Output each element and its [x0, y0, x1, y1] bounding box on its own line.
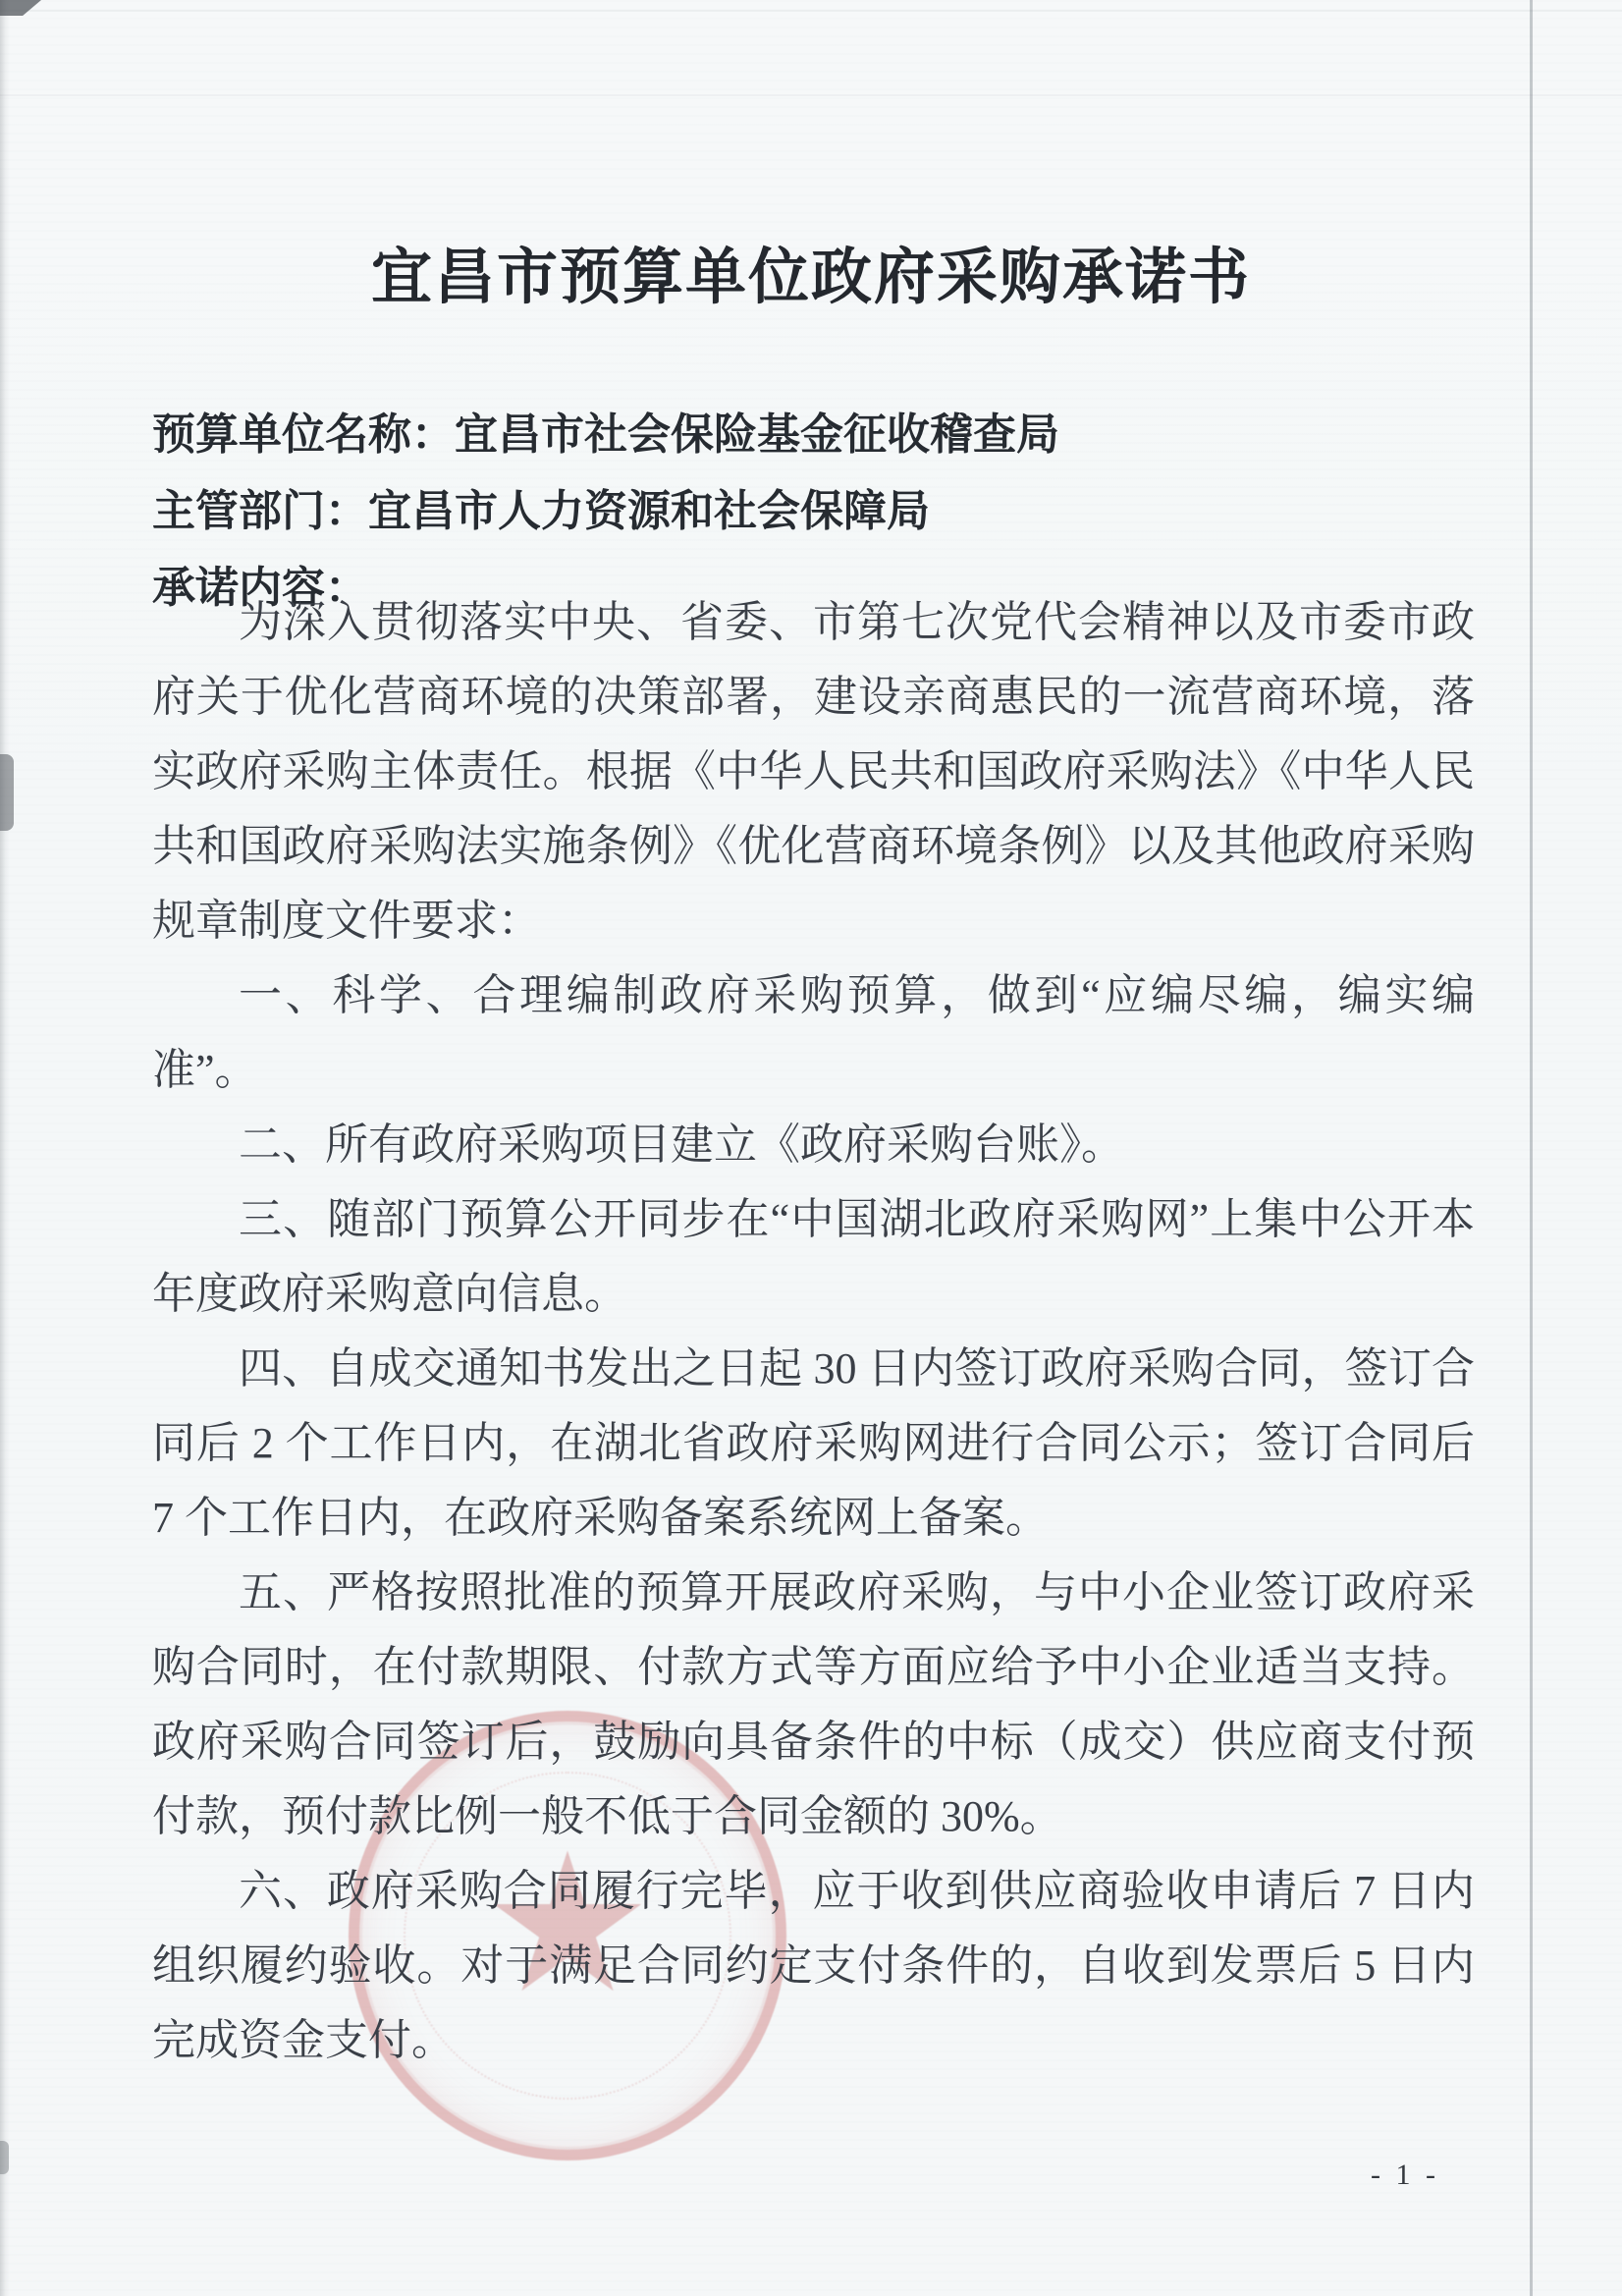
supervising-department-line: 主管部门：宜昌市人力资源和社会保障局 [152, 487, 930, 535]
scan-blotch [0, 754, 14, 831]
commitment-content-label: 承诺内容： [152, 564, 368, 612]
document-title: 宜昌市预算单位政府采购承诺书 [370, 245, 1251, 311]
star-icon: ★ [481, 1812, 654, 2037]
scan-edge-left [0, 0, 10, 2296]
page-number: - 1 - [1371, 2159, 1439, 2191]
paragraph-item-5: 五、严格按照批准的预算开展政府采购，与中小企业签订政府采购合同时，在付款期限、付款方式等方面应给予中小企业适当支持。政府采购合同签订后，鼓励向具备条件的中标（成交）供应商支付预付款，预付款比例一般不低于合同金额的 30%。 [152, 1568, 1475, 1840]
paragraph-item-2: 二、所有政府采购项目建立《政府采购台账》。 [239, 1121, 1124, 1169]
scan-line [0, 10, 1622, 12]
paragraph-item-6: 六、政府采购合同履行完毕，应于收到供应商验收申请后 7 日内组织履约验收。对于满足合同约定支付条件的，自收到发票后 5 日内完成资金支付。 [152, 1867, 1475, 2064]
paragraph-item-3: 三、随部门预算公开同步在“中国湖北政府采购网”上集中公开本年度政府采购意向信息。 [152, 1195, 1475, 1318]
scan-corner-mark [0, 0, 41, 16]
document-body [152, 585, 1475, 2078]
scan-blotch-small [0, 2141, 9, 2174]
paragraph-intro: 为深入贯彻落实中央、省委、市第七次党代会精神以及市委市政府关于优化营商环境的决策部署，建设亲商惠民的一流营商环境，落实政府采购主体责任。根据《中华人民共和国政府采购法》《中华人民共和国政府采购法实施条例》《优化营商环境条例》以及其他政府采购规章制度文件要求： [152, 598, 1475, 945]
scan-edge-right-line [1530, 0, 1533, 2296]
budget-unit-line: 预算单位名称：宜昌市社会保险基金征收稽查局 [152, 410, 1059, 459]
paragraph-item-1: 一、科学、合理编制政府采购预算，做到“应编尽编，编实编准”。 [152, 971, 1475, 1094]
scan-line [0, 94, 1622, 96]
paragraph-item-4: 四、自成交通知书发出之日起 30 日内签订政府采购合同，签订合同后 2 个工作日内，在湖北省政府采购网进行合同公示；签订合同后 7 个工作日内，在政府采购备案系统网上备案。 [152, 1344, 1475, 1542]
